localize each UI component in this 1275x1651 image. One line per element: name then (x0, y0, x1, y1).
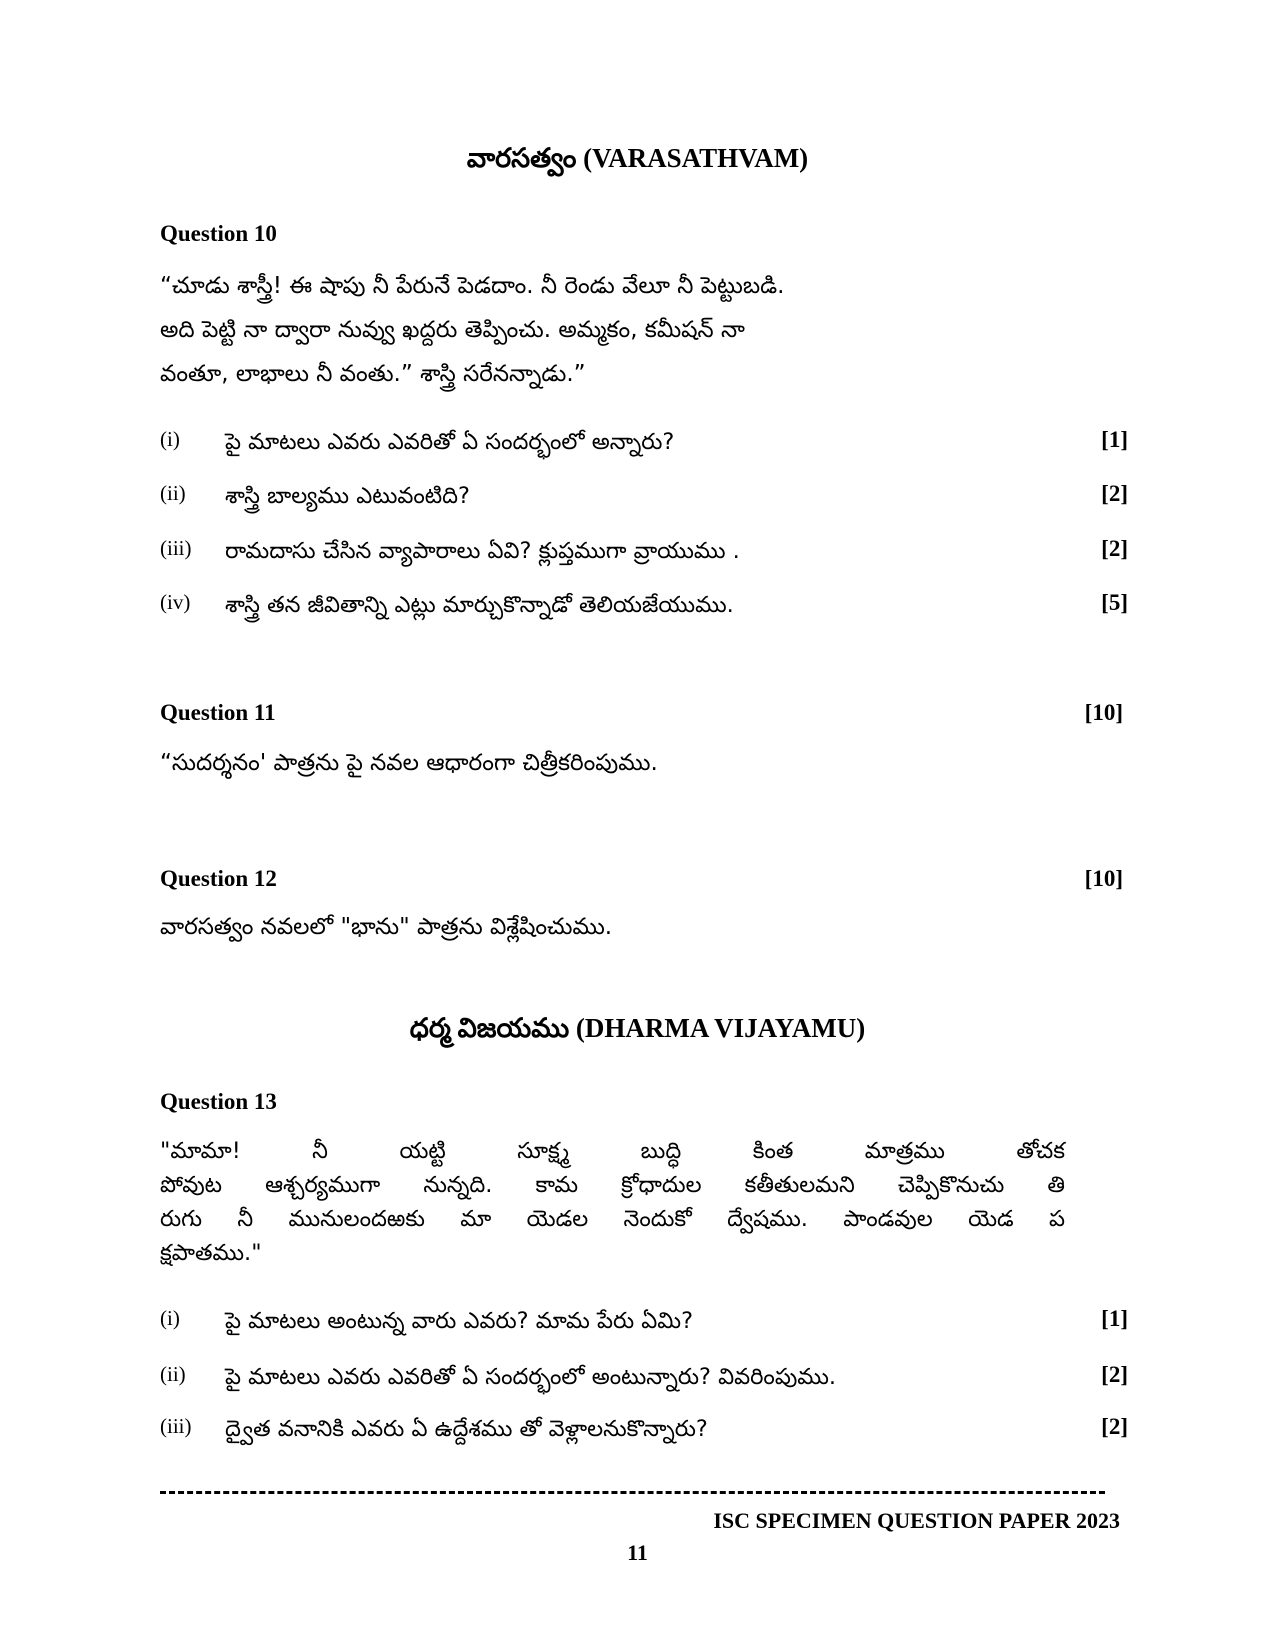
question-12-marks: [10] (1084, 866, 1123, 891)
passage-line: “చూడు శాస్త్రీ! ఈ షాపు నీ పేరునే పెడదాం. నీ రెండు వేలూ నీ పెట్టుబడి. (160, 273, 785, 299)
sub-number: (iii) (160, 1414, 192, 1438)
passage-line: "మామా! నీ యట్టి సూక్ష్మ బుద్ధి కింత మాత్రము తోచక (160, 1138, 1065, 1164)
question-13-sub-i (160, 1306, 1128, 1346)
question-10-heading: Question 10 (160, 221, 277, 246)
sub-marks: [2] (1101, 1362, 1128, 1387)
question-12-text (160, 905, 1080, 949)
question-10-sub-ii (160, 481, 1128, 521)
sub-text: పై మాటలు అంటున్న వారు ఎవరు? మామ పేరు ఏమి? (225, 1308, 694, 1334)
passage-line: పోవుట ఆశ్చర్యముగా నున్నది. కామ క్రోధాదుల కతీతులమని చెప్పికొనుచు తి (160, 1172, 1065, 1198)
sub-marks: [2] (1101, 1414, 1128, 1439)
question-10-sub-iii (160, 536, 1128, 576)
question-12-heading: Question 12 (160, 866, 277, 891)
question-13-sub-iii (160, 1414, 1128, 1454)
sub-number: (iii) (160, 536, 192, 560)
sub-text: పై మాటలు ఎవరు ఎవరితో ఏ సందర్భంలో అంటున్నారు? వివరింపుము. (225, 1364, 837, 1390)
sub-number: (iv) (160, 590, 191, 614)
sub-marks: [1] (1101, 427, 1128, 452)
question-10-passage (160, 264, 1080, 396)
sub-marks: [5] (1101, 590, 1128, 615)
sub-number: (i) (160, 1306, 180, 1330)
sub-text: శాస్త్రి బాల్యము ఎటువంటిది? (225, 483, 470, 509)
question-text-line: వారసత్వం నవలలో "భాను" పాత్రను విశ్లేషించుము. (160, 914, 613, 940)
sub-marks: [2] (1101, 481, 1128, 506)
passage-line: రుగు నీ మునులందఱకు మా యెడల నెందుకో ద్వేషము. పాండవుల యెడ ప (160, 1206, 1065, 1232)
question-10-sub-i (160, 427, 1128, 467)
passage-line: క్షపాతము." (160, 1240, 262, 1266)
passage-line: వంతూ, లాభాలు నీ వంతు.” శాస్త్రి సరేనన్నాడు.” (160, 361, 586, 387)
footer-divider (160, 1491, 1105, 1494)
question-text-line: “సుదర్శనం' పాత్రను పై నవల ఆధారంగా చిత్రీకరింపుము. (160, 750, 658, 776)
section-title-varasathvam: వారసత్వం (VARASATHVAM) (466, 143, 809, 173)
question-10-sub-iv (160, 590, 1128, 630)
sub-marks: [1] (1101, 1306, 1128, 1331)
question-13-sub-ii (160, 1362, 1128, 1402)
section-title-dharma-vijayamu: ధర్మ విజయము (DHARMA VIJAYAMU) (409, 1013, 866, 1043)
sub-text: శాస్త్రి తన జీవితాన్ని ఎట్లు మార్చుకొన్నాడో తెలియజేయుము. (225, 592, 734, 618)
sub-marks: [2] (1101, 536, 1128, 561)
sub-number: (ii) (160, 1362, 186, 1386)
sub-text: ద్వైత వనానికి ఎవరు ఏ ఉద్దేశము తో వెళ్లాలనుకొన్నారు? (225, 1416, 708, 1442)
question-13-passage (160, 1134, 1065, 1270)
sub-number: (ii) (160, 481, 186, 505)
question-13-heading: Question 13 (160, 1089, 277, 1114)
footer-title: ISC SPECIMEN QUESTION PAPER 2023 (713, 1508, 1120, 1533)
sub-text: పై మాటలు ఎవరు ఎవరితో ఏ సందర్భంలో అన్నారు? (225, 429, 675, 455)
sub-number: (i) (160, 427, 180, 451)
question-11-heading: Question 11 (160, 700, 276, 725)
question-11-text (160, 741, 1080, 785)
question-11-marks: [10] (1084, 700, 1123, 725)
page-number: 11 (627, 1540, 648, 1565)
sub-text: రామదాసు చేసిన వ్యాపారాలు ఏవి? క్లుప్తముగా వ్రాయుము . (225, 538, 740, 564)
passage-line: అది పెట్టి నా ద్వారా నువ్వు ఖద్దరు తెప్పించు. అమ్మకం, కమీషన్ నా (160, 317, 745, 343)
